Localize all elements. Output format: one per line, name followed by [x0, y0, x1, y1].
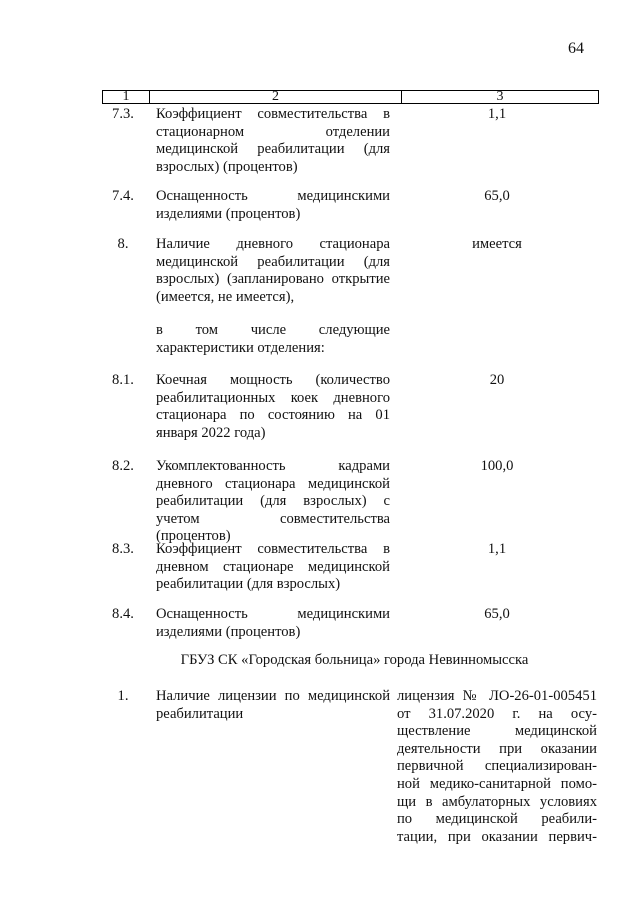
- row-text: Наличие дневного стационара медицинской реабилитации (для взрослых) (запланировано открытие (имеется, не имеется),: [156, 236, 390, 305]
- page-number: 64: [568, 40, 584, 57]
- row-number: 1.: [117, 688, 129, 704]
- row-number: 8.4.: [112, 606, 134, 622]
- row-text: Оснащенность медицинскими изделиями (процентов): [156, 188, 390, 222]
- row-value: 65,0: [484, 606, 510, 622]
- header-col-2: 2: [150, 91, 402, 103]
- row-number: 8.2.: [112, 458, 134, 474]
- table-header: [102, 90, 599, 104]
- row-text: Коэффициент совместительства в стационарном отделении медицинской реабилитации (для взрослых) (процентов): [156, 106, 390, 175]
- license-line: от 31.07.2020 г. на осу-: [397, 705, 597, 722]
- header-col-1: 1: [103, 91, 150, 103]
- row-number: 8.: [117, 236, 129, 252]
- row-text: Коечная мощность (количество реабилитационных коек дневного стационара по состоянию на 01 января 2022 года): [156, 372, 390, 441]
- row-text: в том числе следующие характеристики отделения:: [156, 322, 390, 356]
- license-line: деятельности при оказании: [397, 740, 597, 757]
- row-value: имеется: [472, 236, 522, 252]
- license-value: [397, 688, 597, 846]
- row-value: 1,1: [487, 106, 507, 122]
- license-line: первичной специализирован-: [397, 758, 597, 775]
- license-line: щи в амбулаторных условиях: [397, 793, 597, 810]
- row-number: 8.3.: [112, 541, 134, 557]
- row-value: 65,0: [484, 188, 510, 204]
- row-text: Наличие лицензии по медицинской реабилитации: [156, 688, 390, 722]
- license-line: тации, при оказании первич-: [397, 828, 597, 845]
- license-line: ществление медицинской: [397, 723, 597, 740]
- row-number: 8.1.: [112, 372, 134, 388]
- row-text: Оснащенность медицинскими изделиями (процентов): [156, 606, 390, 640]
- license-line: ной медико-санитарной помо-: [397, 775, 597, 792]
- license-line: по медицинской реабили-: [397, 811, 597, 828]
- row-number: 7.4.: [112, 188, 134, 204]
- license-line: лицензия № ЛО-26-01-005451: [397, 688, 597, 704]
- row-number: 7.3.: [112, 106, 134, 122]
- row-value: 100,0: [480, 458, 514, 474]
- row-text: Укомплектованность кадрами дневного стационара медицинской реабилитации (для взрослых) с учетом совместительства (процентов): [156, 458, 390, 545]
- row-text: Коэффициент совместительства в дневном стационаре медицинской реабилитации (для взрослых): [156, 541, 390, 593]
- row-value: 20: [489, 372, 505, 388]
- organization-heading: ГБУЗ СК «Городская больница» города Невинномысска: [180, 652, 529, 668]
- header-col-3: 3: [496, 89, 504, 104]
- row-value: 1,1: [487, 541, 507, 557]
